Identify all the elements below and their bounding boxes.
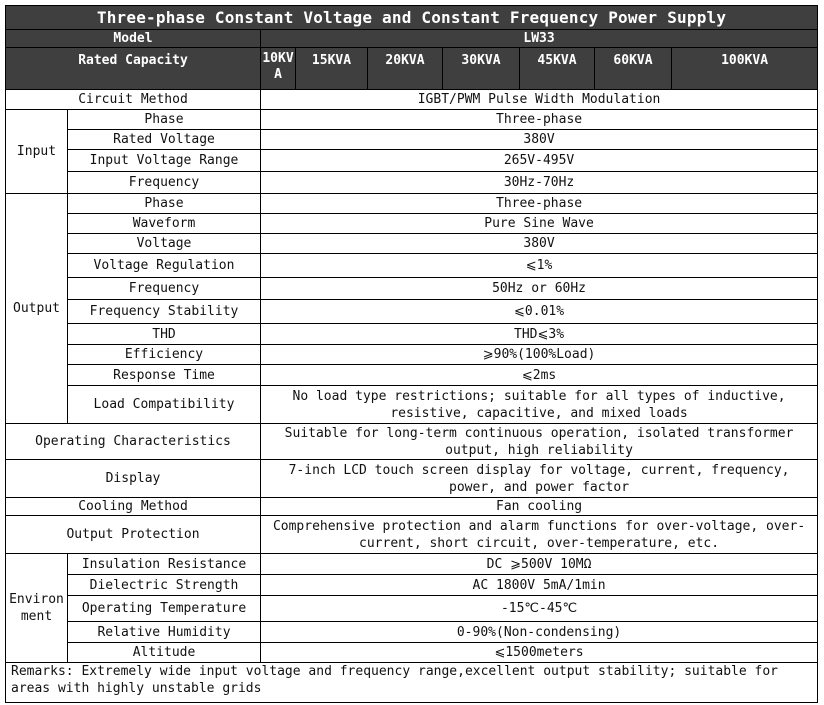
env-altitude-value: ⩽1500meters	[261, 643, 818, 663]
input-phase-row	[6, 110, 818, 130]
input-rated-voltage-row	[6, 130, 818, 150]
table-title: Three-phase Constant Voltage and Constant Frequency Power Supply	[6, 6, 818, 30]
title-row	[6, 6, 818, 30]
output-protection-value: Comprehensive protection and alarm functions for over-voltage, over-current, short circuit, over-temperature, etc.	[261, 516, 818, 554]
output-protection-label: Output Protection	[6, 516, 261, 554]
output-voltage-row	[6, 234, 818, 254]
cooling-method-value: Fan cooling	[261, 498, 818, 516]
output-phase-row	[6, 194, 818, 214]
cooling-method-row	[6, 498, 818, 516]
env-insulation-value: DC ⩾500V 10MΩ	[261, 554, 818, 575]
output-voltage-regulation-label: Voltage Regulation	[68, 254, 261, 278]
output-frequency-value: 50Hz or 60Hz	[261, 278, 818, 300]
output-thd-row	[6, 324, 818, 345]
operating-characteristics-label: Operating Characteristics	[6, 424, 261, 460]
output-phase-value: Three-phase	[261, 194, 818, 214]
operating-characteristics-row	[6, 424, 818, 460]
cooling-method-label: Cooling Method	[6, 498, 261, 516]
env-dielectric-row	[6, 575, 818, 596]
env-temperature-label: Operating Temperature	[68, 596, 261, 622]
capacity-45kva: 45KVA	[520, 48, 595, 90]
model-row	[6, 30, 818, 48]
output-waveform-label: Waveform	[68, 214, 261, 234]
env-temperature-row	[6, 596, 818, 622]
env-insulation-label: Insulation Resistance	[68, 554, 261, 575]
env-altitude-row	[6, 643, 818, 663]
input-group-label: Input	[6, 110, 68, 194]
spec-table	[5, 5, 818, 703]
input-frequency-label: Frequency	[68, 172, 261, 194]
output-efficiency-value: ⩾90%(100%Load)	[261, 345, 818, 365]
capacity-20kva: 20KVA	[368, 48, 443, 90]
input-voltage-range-label: Input Voltage Range	[68, 150, 261, 172]
env-altitude-label: Altitude	[68, 643, 261, 663]
output-voltage-regulation-value: ⩽1%	[261, 254, 818, 278]
capacity-60kva: 60KVA	[595, 48, 672, 90]
display-row	[6, 460, 818, 498]
input-voltage-range-value: 265V-495V	[261, 150, 818, 172]
output-frequency-stability-row	[6, 300, 818, 324]
output-efficiency-label: Efficiency	[68, 345, 261, 365]
output-voltage-label: Voltage	[68, 234, 261, 254]
output-response-time-row	[6, 365, 818, 386]
circuit-method-value: IGBT/PWM Pulse Width Modulation	[261, 90, 818, 110]
input-frequency-row	[6, 172, 818, 194]
model-label: Model	[6, 30, 261, 48]
output-thd-label: THD	[68, 324, 261, 345]
environment-group-label: Environment	[6, 554, 68, 663]
input-phase-value: Three-phase	[261, 110, 818, 130]
circuit-method-row	[6, 90, 818, 110]
output-load-compatibility-row	[6, 386, 818, 424]
input-rated-voltage-label: Rated Voltage	[68, 130, 261, 150]
output-thd-value: THD⩽3%	[261, 324, 818, 345]
output-load-compatibility-label: Load Compatibility	[68, 386, 261, 424]
output-waveform-row	[6, 214, 818, 234]
remarks-row	[6, 663, 818, 703]
capacity-label: Rated Capacity	[6, 48, 261, 90]
capacity-100kva: 100KVA	[672, 48, 818, 90]
output-voltage-regulation-row	[6, 254, 818, 278]
output-load-compatibility-value: No load type restrictions; suitable for all types of inductive, resistive, capacitive, and mixed loads	[261, 386, 818, 424]
remarks-text: Remarks: Extremely wide input voltage and frequency range,excellent output stability; suitable for areas with highly unstable grids	[6, 663, 818, 703]
circuit-method-label: Circuit Method	[6, 90, 261, 110]
env-dielectric-value: AC 1800V 5mA/1min	[261, 575, 818, 596]
env-insulation-row	[6, 554, 818, 575]
model-value: LW33	[261, 30, 818, 48]
display-value: 7-inch LCD touch screen display for voltage, current, frequency, power, and power factor	[261, 460, 818, 498]
output-group-label: Output	[6, 194, 68, 424]
output-phase-label: Phase	[68, 194, 261, 214]
input-frequency-value: 30Hz-70Hz	[261, 172, 818, 194]
env-temperature-value: -15℃-45℃	[261, 596, 818, 622]
operating-characteristics-value: Suitable for long-term continuous operation, isolated transformer output, high reliability	[261, 424, 818, 460]
env-dielectric-label: Dielectric Strength	[68, 575, 261, 596]
env-humidity-row	[6, 622, 818, 643]
output-response-time-value: ⩽2ms	[261, 365, 818, 386]
output-voltage-value: 380V	[261, 234, 818, 254]
output-protection-row	[6, 516, 818, 554]
input-voltage-range-row	[6, 150, 818, 172]
output-frequency-stability-label: Frequency Stability	[68, 300, 261, 324]
capacity-30kva: 30KVA	[443, 48, 520, 90]
display-label: Display	[6, 460, 261, 498]
env-humidity-label: Relative Humidity	[68, 622, 261, 643]
capacity-10kva: 10KVA	[261, 48, 296, 90]
output-waveform-value: Pure Sine Wave	[261, 214, 818, 234]
input-phase-label: Phase	[68, 110, 261, 130]
output-efficiency-row	[6, 345, 818, 365]
input-rated-voltage-value: 380V	[261, 130, 818, 150]
env-humidity-value: 0-90%(Non-condensing)	[261, 622, 818, 643]
capacity-15kva: 15KVA	[296, 48, 368, 90]
output-frequency-label: Frequency	[68, 278, 261, 300]
capacity-row	[6, 48, 818, 90]
output-frequency-row	[6, 278, 818, 300]
output-frequency-stability-value: ⩽0.01%	[261, 300, 818, 324]
output-response-time-label: Response Time	[68, 365, 261, 386]
